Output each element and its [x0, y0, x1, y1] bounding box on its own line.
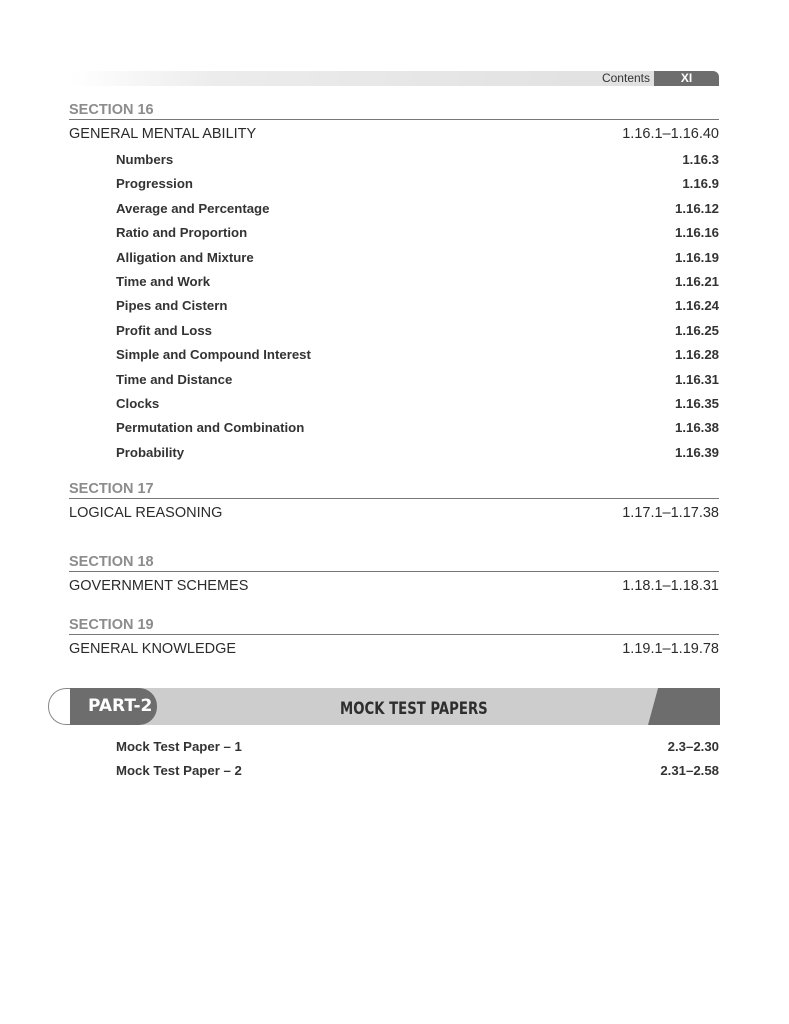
mock-title: Mock Test Paper – 1 [116, 739, 242, 754]
toc-entry[interactable] [69, 294, 719, 318]
topic-title: Probability [116, 444, 185, 460]
part-banner [48, 688, 720, 725]
section-title: GENERAL MENTAL ABILITY [69, 126, 257, 142]
toc-entry[interactable] [69, 368, 719, 392]
toc-entry[interactable] [69, 197, 719, 221]
mock-pages: 2.3–2.30 [667, 739, 719, 754]
topic-page: 1.16.39 [675, 444, 719, 460]
toc-entry[interactable] [69, 270, 719, 294]
section-label: SECTION 19 [69, 615, 719, 635]
toc-entry[interactable] [69, 416, 719, 440]
topic-page: 1.16.31 [675, 371, 719, 387]
toc-entry[interactable] [69, 343, 719, 367]
section-pages: 1.17.1–1.17.38 [622, 505, 719, 522]
section-label: SECTION 18 [69, 552, 719, 572]
section-17 [69, 479, 719, 527]
section-title-row[interactable] [69, 572, 719, 600]
toc-entry[interactable] [69, 392, 719, 416]
topic-page: 1.16.12 [675, 200, 719, 216]
section-title: GOVERNMENT SCHEMES [69, 578, 249, 595]
toc-entry[interactable] [69, 246, 719, 270]
topic-title: Permutation and Combination [116, 420, 305, 436]
topic-title: Progression [116, 176, 193, 192]
topic-title: Alligation and Mixture [116, 249, 254, 265]
topic-title: Profit and Loss [116, 322, 212, 338]
section-16 [69, 100, 719, 465]
topic-page: 1.16.24 [675, 298, 719, 314]
topic-page: 1.16.21 [675, 273, 719, 289]
topic-page: 1.16.3 [682, 152, 719, 167]
section-pages: 1.16.1–1.16.40 [622, 126, 719, 142]
section-19 [69, 615, 719, 663]
section-title: GENERAL KNOWLEDGE [69, 641, 237, 658]
section-pages: 1.19.1–1.19.78 [622, 641, 719, 658]
topic-title: Average and Percentage [116, 200, 270, 216]
topic-page: 1.16.19 [675, 249, 719, 265]
topic-page: 1.16.28 [675, 347, 719, 363]
topic-page: 1.16.38 [675, 420, 719, 436]
topic-title: Time and Distance [116, 371, 233, 387]
section-title-row[interactable] [69, 635, 719, 663]
toc-entry[interactable] [69, 172, 719, 196]
topic-title: Numbers [116, 152, 174, 167]
header-band [70, 71, 654, 86]
toc-entry[interactable] [69, 735, 719, 759]
running-header-label: Contents [601, 71, 650, 85]
part-label: PART-2 [70, 688, 157, 725]
toc-entry[interactable] [69, 441, 719, 465]
part-title: MOCK TEST PAPERS [340, 699, 488, 719]
mock-title: Mock Test Paper – 2 [116, 763, 242, 778]
topic-title: Pipes and Cistern [116, 298, 228, 314]
topic-page: 1.16.35 [675, 395, 719, 411]
mock-test-list [69, 735, 719, 783]
section-label: SECTION 17 [69, 479, 719, 499]
section-18 [69, 552, 719, 600]
table-of-contents [69, 100, 719, 663]
banner-tab [648, 688, 720, 725]
section-title-row[interactable] [69, 499, 719, 527]
topic-title: Ratio and Proportion [116, 225, 248, 241]
section-pages: 1.18.1–1.18.31 [622, 578, 719, 595]
toc-entry[interactable] [69, 759, 719, 783]
topic-page: 1.16.25 [675, 322, 719, 338]
section-title-row[interactable] [69, 120, 719, 148]
toc-entry[interactable] [69, 221, 719, 245]
toc-entry[interactable] [69, 319, 719, 343]
mock-pages: 2.31–2.58 [660, 763, 719, 778]
topic-page: 1.16.9 [682, 176, 719, 192]
section-label: SECTION 16 [69, 100, 719, 120]
page-number: XI [654, 71, 719, 86]
topic-title: Clocks [116, 395, 160, 411]
toc-entry[interactable] [69, 148, 719, 172]
section-title: LOGICAL REASONING [69, 505, 223, 522]
topic-page: 1.16.16 [675, 225, 719, 241]
topic-title: Time and Work [116, 273, 211, 289]
topic-title: Simple and Compound Interest [116, 347, 311, 363]
